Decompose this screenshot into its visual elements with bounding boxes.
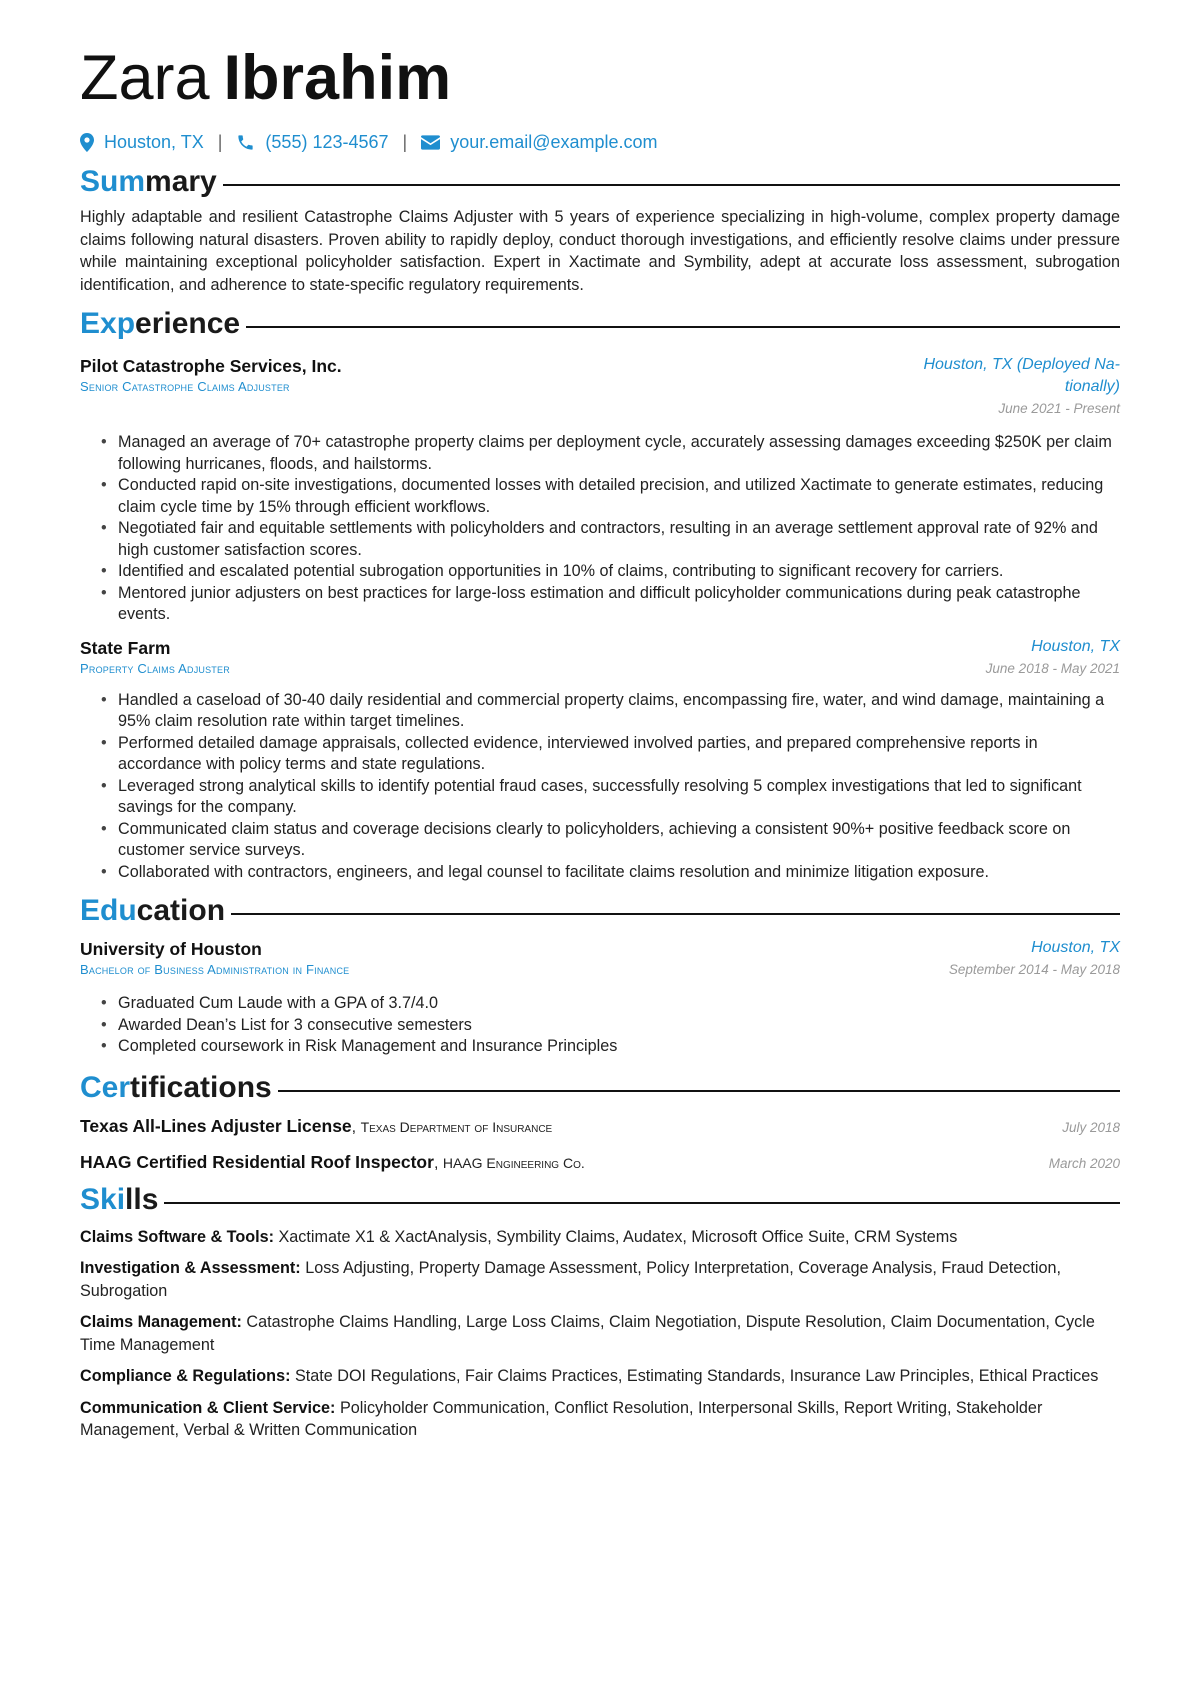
skill-row	[80, 1226, 1120, 1249]
section-rule	[278, 1090, 1120, 1092]
section-title: Skills	[80, 1182, 159, 1216]
certification-date: July 2018	[1062, 1119, 1120, 1135]
section-title: Education	[80, 894, 226, 927]
job-entry	[80, 636, 1120, 884]
job-location: Houston, TX (Deployed Na- tionally)	[923, 356, 1120, 395]
job-title: Property Claims Adjuster	[80, 660, 230, 676]
contact-location	[80, 130, 204, 154]
job-location: Houston, TX	[1031, 637, 1120, 655]
job-header	[80, 636, 1120, 680]
job-entry	[80, 354, 1120, 626]
degree: Bachelor of Business Administration in Finance	[80, 962, 350, 977]
education-entry	[80, 937, 1120, 1058]
certification-date: March 2020	[1048, 1155, 1120, 1171]
job-bullets	[80, 432, 1120, 626]
education-header	[80, 937, 1120, 981]
resume-content	[80, 40, 1120, 1442]
envelope-icon	[421, 135, 440, 150]
map-pin-icon	[80, 133, 94, 152]
contact-separator: |	[402, 132, 408, 152]
skill-text: State DOI Regulations, Fair Claims Practices, Estimating Standards, Insurance Law Principles, Ethical Practices	[290, 1367, 1099, 1385]
school-location: Houston, TX	[1031, 939, 1120, 956]
skill-row	[80, 1365, 1120, 1388]
section-header-summary	[80, 162, 1120, 202]
certification-item: HAAG Certified Residential Roof Inspector, HAAG Engineering Co. March 2020	[80, 1150, 1120, 1176]
phone-text: (555) 123-4567	[265, 132, 389, 152]
employer-name: State Farm	[80, 637, 171, 658]
job-header	[80, 354, 1120, 420]
list-item: • Communicated claim status and coverage decisions clearly to policyholders, achieving a consistent 90%+ positive feedback score on customer service surveys.	[118, 819, 1120, 862]
job-dates: June 2018 - May 2021	[985, 660, 1120, 676]
certification-item: Texas All-Lines Adjuster License, Texas Department of Insurance July 2018	[80, 1114, 1120, 1140]
section-header-certifications	[80, 1068, 1120, 1108]
skill-text: Policyholder Communication, Conflict Resolution, Interpersonal Skills, Report Writing, Stakeholder Management, Verbal & Written Communication	[80, 1398, 1043, 1439]
last-name: Ibrahim	[223, 43, 452, 113]
email-link: your.email@example.com	[450, 132, 658, 152]
summary-text: Highly adaptable and resilient Catastrophe Claims Adjuster with 5 years of experience specializing in high-volume, complex property damage claims following natural disasters. Proven ability to rapidly deploy, conduct thorough investigations, and efficiently resolve claims under pressure while maintaining exceptional policyholder satisfaction. Expert in Xactimate and Symbility, adept at accurate loss assessment, subrogation identification, and adherence to state-specific regulatory requirements.	[80, 208, 1120, 294]
certification-name: HAAG Certified Residential Roof Inspector	[80, 1151, 434, 1172]
contact-email[interactable]	[421, 130, 657, 154]
skill-text: Xactimate X1 & XactAnalysis, Symbility Claims, Audatex, Microsoft Office Suite, CRM Systems	[273, 1227, 958, 1246]
phone-icon	[236, 133, 255, 152]
skill-label: Investigation & Assessment:	[80, 1259, 301, 1277]
skill-label: Claims Management:	[80, 1313, 242, 1331]
list-item: • Awarded Dean’s List for 3 consecutive semesters	[118, 1015, 1120, 1037]
list-item: • Handled a caseload of 30-40 daily residential and commercial property claims, encompassing fire, water, and wind damage, maintaining a 95% claim resolution rate within target timelines.	[118, 690, 1120, 733]
skill-row	[80, 1311, 1120, 1356]
job-title: Senior Catastrophe Claims Adjuster	[80, 379, 290, 394]
list-item: • Performed detailed damage appraisals, collected evidence, interviewed involved parties, and prepared comprehensive reports in accordance with policy terms and state regulations.	[118, 733, 1120, 776]
candidate-name	[80, 40, 1120, 116]
section-title: Experience	[80, 307, 241, 340]
list-item: • Completed coursework in Risk Management and Insurance Principles	[118, 1036, 1120, 1058]
section-header-experience	[80, 304, 1120, 344]
job-bullets	[80, 690, 1120, 884]
certification-issuer: HAAG Engineering Co.	[442, 1154, 585, 1171]
list-item: • Identified and escalated potential subrogation opportunities in 10% of claims, contributing to significant recovery for carriers.	[118, 561, 1120, 583]
skill-text: Catastrophe Claims Handling, Large Loss Claims, Claim Negotiation, Dispute Resolution, Claim Documentation, Cycle Time Management	[80, 1313, 1095, 1354]
education-dates: September 2014 - May 2018	[948, 962, 1120, 977]
school-name: University of Houston	[80, 939, 262, 959]
section-rule	[231, 913, 1120, 915]
list-item: • Managed an average of 70+ catastrophe property claims per deployment cycle, accurately assessing damages exceeding $250K per claim following hurricanes, floods, and hailstorms.	[118, 432, 1120, 475]
contact-phone[interactable]	[236, 130, 388, 154]
list-item: • Negotiated fair and equitable settlements with policyholders and contractors, resulting in an average settlement approval rate of 92% and high customer satisfaction scores.	[118, 518, 1120, 561]
education-bullets	[80, 993, 1120, 1058]
section-rule	[164, 1202, 1120, 1204]
list-item: • Mentored junior adjusters on best practices for large-loss estimation and difficult policyholder communications during peak catastrophe events.	[118, 583, 1120, 626]
job-dates: June 2021 - Present	[998, 401, 1120, 416]
skill-label: Communication & Client Service:	[80, 1398, 336, 1417]
employer-name: Pilot Catastrophe Services, Inc.	[80, 356, 342, 376]
skill-row	[80, 1397, 1120, 1442]
first-name: Zara	[80, 43, 210, 113]
certification-issuer: Texas Department of Insurance	[360, 1118, 553, 1135]
list-item: • Conducted rapid on-site investigations, documented losses with detailed precision, and utilized Xactimate to generate estimates, reducing claim cycle time by 15% through efficient workflows.	[118, 475, 1120, 518]
section-header-skills	[80, 1180, 1120, 1220]
skill-label: Claims Software & Tools:	[80, 1227, 274, 1246]
contact-separator: |	[217, 132, 223, 152]
section-rule	[246, 326, 1120, 328]
skill-row	[80, 1257, 1120, 1302]
location-text: Houston, TX	[104, 132, 204, 152]
contact-line	[80, 130, 1120, 154]
list-item: • Collaborated with contractors, engineers, and legal counsel to facilitate claims resolution and minimize litigation exposure.	[118, 862, 1120, 884]
section-header-education	[80, 891, 1120, 931]
section-title: Certifications	[80, 1070, 272, 1104]
section-title: Summary	[80, 165, 217, 198]
list-item: • Graduated Cum Laude with a GPA of 3.7/4.0	[118, 993, 1120, 1015]
skill-text: Loss Adjusting, Property Damage Assessment, Policy Interpretation, Coverage Analysis, Fraud Detection, Subrogation	[80, 1259, 1061, 1300]
certification-name: Texas All-Lines Adjuster License	[80, 1115, 352, 1136]
skill-label: Compliance & Regulations:	[80, 1367, 291, 1385]
list-item: • Leveraged strong analytical skills to identify potential fraud cases, successfully resolving 5 complex investigations that led to significant savings for the company.	[118, 776, 1120, 819]
section-rule	[223, 184, 1120, 186]
